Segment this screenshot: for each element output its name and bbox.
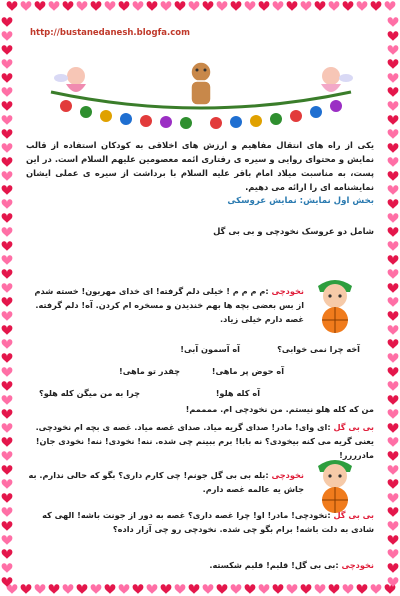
poem-line: چرا به من میگن کله هلو؟ bbox=[38, 388, 140, 398]
heart-icon bbox=[2, 59, 13, 69]
angel-right-icon bbox=[321, 67, 353, 92]
heart-icon bbox=[385, 1, 396, 11]
heart-icon bbox=[388, 325, 399, 335]
heart-icon bbox=[231, 1, 242, 11]
heart-icon bbox=[259, 1, 270, 11]
heart-icon bbox=[2, 535, 13, 545]
heart-icon bbox=[119, 584, 130, 594]
dialogue-text: :بی بی گل! قلبم! قلبم شکسته. bbox=[209, 560, 339, 570]
heart-icon bbox=[388, 227, 399, 237]
heart-icon bbox=[371, 1, 382, 11]
heart-icon bbox=[388, 143, 399, 153]
speaker-name: بی بی گل bbox=[333, 422, 374, 432]
speaker-name: نخودچی bbox=[341, 560, 374, 570]
heart-icon bbox=[388, 521, 399, 531]
heart-icon bbox=[2, 479, 13, 489]
heart-icon bbox=[388, 213, 399, 223]
heart-icon bbox=[2, 213, 13, 223]
heart-icon bbox=[2, 129, 13, 139]
speaker-name: نخودچی bbox=[271, 286, 304, 296]
heart-icon bbox=[388, 423, 399, 433]
heart-icon bbox=[388, 241, 399, 251]
heart-icon bbox=[2, 241, 13, 251]
heart-icon bbox=[357, 584, 368, 594]
heart-icon bbox=[2, 493, 13, 503]
heart-icon bbox=[388, 87, 399, 97]
intro-paragraph: یکی از راه های انتقال مفاهیم و ارزش های اخلاقی به کودکان استفاده از قالب نمایش و محتوای روایی و سیره ی رفتاری ائمه معصومین علیهم السلام است. در این پست، به مناسبت میلاد امام باقر علیه السلام با برداشت از سیره ی عملی ایشان نمایشنامه ای را ارائه می دهیم. bbox=[26, 140, 374, 192]
heart-icon bbox=[2, 199, 13, 209]
heart-icon bbox=[2, 157, 13, 167]
gingerbread-icon bbox=[191, 62, 211, 105]
heart-icon bbox=[315, 584, 326, 594]
heart-icon bbox=[133, 1, 144, 11]
heart-icon bbox=[91, 1, 102, 11]
heart-icon bbox=[388, 507, 399, 517]
heart-icon bbox=[2, 297, 13, 307]
section-title: بخش اول نمایش: نمایش عروسکی bbox=[227, 196, 374, 206]
heart-icon bbox=[2, 339, 13, 349]
poem-line: چقدر تو ماهی! bbox=[119, 366, 180, 376]
heart-icon bbox=[2, 381, 13, 391]
angel-left-icon bbox=[54, 67, 86, 92]
heart-icon bbox=[2, 325, 13, 335]
boy-puppet-icon bbox=[310, 272, 360, 334]
heart-icon bbox=[147, 584, 158, 594]
heart-icon bbox=[388, 31, 399, 41]
heart-icon bbox=[2, 17, 13, 27]
heart-icon bbox=[77, 584, 88, 594]
heart-icon bbox=[388, 255, 399, 265]
heart-icon bbox=[388, 381, 399, 391]
heart-icon bbox=[388, 101, 399, 111]
heart-icon bbox=[388, 437, 399, 447]
heart-icon bbox=[388, 297, 399, 307]
heart-icon bbox=[388, 311, 399, 321]
heart-icon bbox=[2, 437, 13, 447]
site-url[interactable]: http://bustanedanesh.blogfa.com bbox=[30, 28, 190, 38]
heart-icon bbox=[2, 269, 13, 279]
heart-icon bbox=[2, 507, 13, 517]
heart-icon bbox=[2, 311, 13, 321]
heart-icon bbox=[388, 283, 399, 293]
heart-icon bbox=[388, 339, 399, 349]
heart-icon bbox=[147, 1, 158, 11]
heart-icon bbox=[287, 584, 298, 594]
heart-icon bbox=[388, 465, 399, 475]
heart-icon bbox=[371, 584, 382, 594]
heart-icon bbox=[388, 59, 399, 69]
heart-icon bbox=[273, 584, 284, 594]
heart-icon bbox=[2, 73, 13, 83]
heart-icon bbox=[35, 1, 46, 11]
heart-icon bbox=[2, 367, 13, 377]
dialogue-text: :بله بی بی گل جونم! چی کارم داری؟ بگو که حالی ندارم. به جاش یه عالمه غصه دارم. bbox=[28, 470, 304, 494]
heart-icon bbox=[388, 395, 399, 405]
heart-icon bbox=[245, 1, 256, 11]
dialogue-text: :م م م م ! خیلی دلم گرفته! ای خدای مهربون! خسته شدم از بس بعضی بچه ها بهم خندیدن و مسخره ام کردن. آه! دلم گرفته. غصه دارم خیلی زیاد. bbox=[34, 286, 304, 324]
heart-icon bbox=[301, 1, 312, 11]
heart-icon bbox=[63, 1, 74, 11]
heart-icon bbox=[388, 409, 399, 419]
heart-icon bbox=[2, 395, 13, 405]
heart-icon bbox=[2, 423, 13, 433]
heart-icon bbox=[2, 31, 13, 41]
speaker-name: بی بی گل bbox=[333, 510, 374, 520]
poem-end: من که کله هلو نیستم. من نخودچی ام. ممممم! bbox=[185, 404, 374, 414]
heart-icon bbox=[301, 584, 312, 594]
heart-icon bbox=[2, 171, 13, 181]
dialogue-line bbox=[26, 468, 304, 496]
heart-icon bbox=[2, 409, 13, 419]
heart-icon bbox=[119, 1, 130, 11]
heart-icon bbox=[21, 1, 32, 11]
heart-icon bbox=[35, 584, 46, 594]
heart-icon bbox=[329, 584, 340, 594]
heart-icon bbox=[161, 584, 172, 594]
poem-line: آه حوض پر ماهی! bbox=[211, 366, 284, 376]
heart-icon bbox=[388, 563, 399, 573]
poem-line: آه آسمون آبی! bbox=[180, 344, 240, 354]
heart-icon bbox=[388, 185, 399, 195]
heart-icon bbox=[2, 255, 13, 265]
dialogue-line bbox=[26, 558, 374, 572]
heart-icon bbox=[105, 584, 116, 594]
section-subtitle: شامل دو عروسک نخودچی و بی بی گل bbox=[213, 226, 374, 236]
page bbox=[20, 14, 380, 582]
heart-icon bbox=[217, 1, 228, 11]
heart-icon bbox=[91, 584, 102, 594]
heart-icon bbox=[388, 493, 399, 503]
heart-icon bbox=[388, 129, 399, 139]
heart-icon bbox=[388, 115, 399, 125]
poem-line: آه کله هلو! bbox=[215, 388, 260, 398]
heart-icon bbox=[388, 353, 399, 363]
heart-icon bbox=[2, 451, 13, 461]
heart-icon bbox=[287, 1, 298, 11]
heart-icon bbox=[2, 521, 13, 531]
heart-icon bbox=[388, 367, 399, 377]
heart-icon bbox=[217, 584, 228, 594]
heart-icon bbox=[343, 584, 354, 594]
heart-icon bbox=[133, 584, 144, 594]
heart-icon bbox=[63, 584, 74, 594]
heart-icon bbox=[7, 1, 18, 11]
heart-icon bbox=[245, 584, 256, 594]
heart-icon bbox=[388, 157, 399, 167]
heart-icon bbox=[189, 1, 200, 11]
garland-banner bbox=[46, 54, 356, 136]
heart-icon bbox=[329, 1, 340, 11]
heart-icon bbox=[2, 227, 13, 237]
heart-icon bbox=[388, 171, 399, 181]
heart-icon bbox=[175, 584, 186, 594]
heart-icon bbox=[2, 143, 13, 153]
dialogue-text: :نخودچی! مادر! او! چرا غصه داری؟ غصه به دور از جونت باشه! الهی که شادی به دلت باشه! برام بگو چی شده. نخودچی رو چی آزار داده؟ bbox=[42, 510, 374, 534]
heart-icon bbox=[189, 584, 200, 594]
heart-icon bbox=[388, 479, 399, 489]
poem-line: آخه چرا نمی خوابی؟ bbox=[277, 344, 360, 354]
speaker-name: نخودچی bbox=[271, 470, 304, 480]
heart-icon bbox=[21, 584, 32, 594]
heart-icon bbox=[203, 1, 214, 11]
heart-icon bbox=[49, 1, 60, 11]
heart-icon bbox=[175, 1, 186, 11]
heart-icon bbox=[388, 535, 399, 545]
heart-icon bbox=[2, 465, 13, 475]
heart-icon bbox=[388, 269, 399, 279]
heart-icon bbox=[2, 185, 13, 195]
heart-icon bbox=[49, 584, 60, 594]
heart-icon bbox=[161, 1, 172, 11]
heart-icon bbox=[231, 584, 242, 594]
dialogue-line bbox=[26, 284, 304, 326]
heart-icon bbox=[105, 1, 116, 11]
heart-icon bbox=[2, 549, 13, 559]
heart-icon bbox=[388, 549, 399, 559]
heart-icon bbox=[388, 199, 399, 209]
heart-icon bbox=[2, 45, 13, 55]
heart-icon bbox=[388, 45, 399, 55]
heart-icon bbox=[273, 1, 284, 11]
heart-icon bbox=[2, 101, 13, 111]
dialogue-text: :ای وای! مادر! صدای گریه میاد. صدای غصه میاد. غصه ی بچه ام نخودچی. یعنی گریه می کنه بیخودی؟ نه بابا! برم ببینم چی شده. ننه! نخودی! ننه! نخودی جان! مادرررر! bbox=[35, 422, 374, 460]
heart-icon bbox=[343, 1, 354, 11]
heart-icon bbox=[203, 584, 214, 594]
heart-icon bbox=[388, 73, 399, 83]
heart-icon bbox=[2, 563, 13, 573]
heart-icon bbox=[2, 283, 13, 293]
heart-icon bbox=[7, 584, 18, 594]
heart-icon bbox=[259, 584, 270, 594]
heart-icon bbox=[315, 1, 326, 11]
heart-icon bbox=[2, 115, 13, 125]
heart-icon bbox=[2, 87, 13, 97]
heart-icon bbox=[357, 1, 368, 11]
heart-icon bbox=[2, 353, 13, 363]
heart-icon bbox=[77, 1, 88, 11]
boy-puppet-icon bbox=[310, 452, 360, 514]
heart-icon bbox=[388, 451, 399, 461]
heart-icon bbox=[388, 17, 399, 27]
dialogue-line bbox=[26, 508, 374, 536]
